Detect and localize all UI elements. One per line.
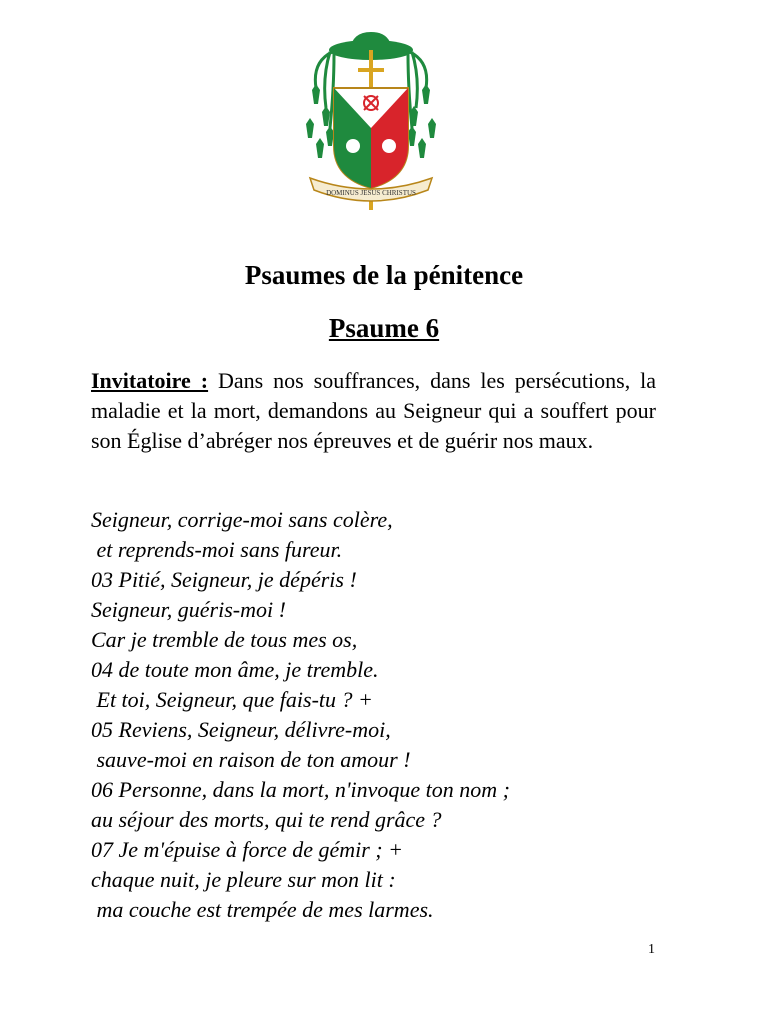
verse-line: 07 Je m'épuise à force de gémir ; +	[91, 837, 403, 862]
verse-line: sauve-moi en raison de ton amour !	[91, 747, 411, 772]
verse-line: ma couche est trempée de mes larmes.	[91, 897, 434, 922]
verse-line: Seigneur, guéris-moi !	[91, 597, 286, 622]
verse-line: et reprends-moi sans fureur.	[91, 537, 343, 562]
verse-line: au séjour des morts, qui te rend grâce ?	[91, 807, 442, 832]
svg-text:DOMINUS JESUS CHRISTUS: DOMINUS JESUS CHRISTUS	[326, 189, 416, 197]
psalm-heading: Psaume 6	[328, 313, 440, 343]
verse-line: Seigneur, corrige-moi sans colère,	[91, 507, 393, 532]
verse-line: Car je tremble de tous mes os,	[91, 627, 358, 652]
verse-line: Et toi, Seigneur, que fais-tu ? +	[91, 687, 373, 712]
verse-line: 06 Personne, dans la mort, n'invoque ton nom ;	[91, 777, 510, 802]
page-title: Psaumes de la pénitence	[244, 260, 524, 290]
invitatory-label: Invitatoire :	[91, 368, 209, 393]
psalm-verses	[91, 505, 691, 925]
verse-line: 05 Reviens, Seigneur, délivre-moi,	[91, 717, 391, 742]
verse-line: 04 de toute mon âme, je tremble.	[91, 657, 379, 682]
verse-line: 03 Pitié, Seigneur, je dépéris !	[91, 567, 357, 592]
invitatory-text: Dans nos souffrances, dans les persécutions, la maladie et la mort, demandons au Seigneur qui a souffert pour son Église d’abréger nos épreuves et de guérir nos maux.	[91, 368, 656, 453]
verse-line: chaque nuit, je pleure sur mon lit :	[91, 867, 396, 892]
page-number: 1	[648, 942, 655, 957]
coat-of-arms	[300, 28, 442, 214]
invitatory-paragraph	[91, 366, 656, 456]
